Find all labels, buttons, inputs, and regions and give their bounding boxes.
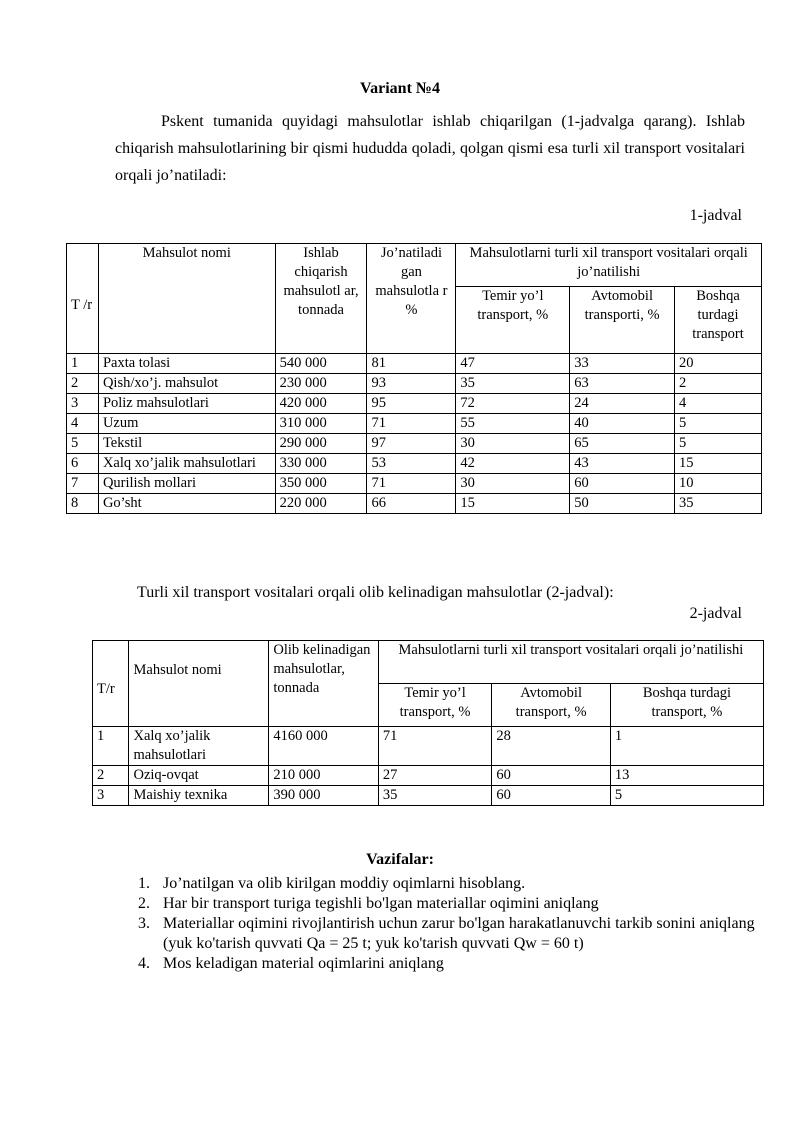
table-row	[67, 494, 762, 514]
tasks-list	[138, 874, 763, 974]
header-shipped: Jo’natiladi gan mahsulotla r %	[367, 244, 456, 354]
task-text: Mos keladigan material oqimlarini aniqlang	[163, 955, 444, 972]
cell-produced: 420 000	[275, 394, 367, 414]
cell-other: 20	[675, 354, 762, 374]
table-row	[67, 374, 762, 394]
header-name: Mahsulot nomi	[98, 244, 275, 354]
header-rail: Temir yo’l transport, %	[378, 684, 492, 727]
header-rail: Temir yo’l transport, %	[456, 287, 570, 354]
task-number: 4.	[138, 955, 150, 972]
cell-n: 1	[93, 727, 129, 766]
cell-other: 5	[675, 434, 762, 454]
table-row	[67, 434, 762, 454]
cell-n: 2	[93, 766, 129, 786]
cell-name: Qurilish mollari	[98, 474, 275, 494]
cell-name: Uzum	[98, 414, 275, 434]
cell-imported: 4160 000	[269, 727, 378, 766]
cell-name: Qish/xo’j. mahsulot	[98, 374, 275, 394]
cell-produced: 230 000	[275, 374, 367, 394]
import-table	[92, 640, 764, 806]
cell-name: Poliz mahsulotlari	[98, 394, 275, 414]
cell-auto: 60	[492, 786, 611, 806]
production-table	[66, 243, 762, 514]
cell-name: Xalq xo’jalik mahsulotlari	[129, 727, 269, 766]
table-row	[67, 474, 762, 494]
cell-rail: 47	[456, 354, 570, 374]
cell-auto: 43	[570, 454, 675, 474]
table-row	[93, 766, 764, 786]
cell-auto: 33	[570, 354, 675, 374]
cell-rail: 35	[456, 374, 570, 394]
task-number: 3.	[138, 915, 150, 932]
cell-rail: 27	[378, 766, 492, 786]
cell-n: 3	[67, 394, 99, 414]
cell-n: 1	[67, 354, 99, 374]
header-num: T/r	[93, 641, 129, 727]
cell-rail: 72	[456, 394, 570, 414]
cell-n: 3	[93, 786, 129, 806]
table-row	[67, 354, 762, 374]
header-imported: Olib kelinadigan mahsulotlar, tonnada	[269, 641, 378, 727]
cell-other: 5	[610, 786, 763, 806]
header-transport-group: Mahsulotlarni turli xil transport vositalari orqali jo’natilishi	[378, 641, 763, 684]
cell-name: Maishiy texnika	[129, 786, 269, 806]
cell-produced: 540 000	[275, 354, 367, 374]
task-number: 1.	[138, 875, 150, 892]
cell-auto: 40	[570, 414, 675, 434]
header-transport-group: Mahsulotlarni turli xil transport vositalari orqali jo’natilishi	[456, 244, 762, 287]
cell-other: 2	[675, 374, 762, 394]
cell-auto: 50	[570, 494, 675, 514]
header-auto: Avtomobil transport, %	[492, 684, 611, 727]
cell-rail: 55	[456, 414, 570, 434]
task-text: Jo’natilgan va olib kirilgan moddiy oqimlarni hisoblang.	[163, 875, 526, 892]
task-item	[138, 894, 763, 914]
cell-n: 6	[67, 454, 99, 474]
cell-shipped: 93	[367, 374, 456, 394]
task-text: Materiallar oqimini rivojlantirish uchun zarur bo'lgan harakatlanuvchi tarkib sonini aniqlang (yuk ko'tarish quvvati Qa = 25 t; yuk ko'tarish quvvati Qw = 60 t)	[163, 915, 755, 952]
cell-produced: 310 000	[275, 414, 367, 434]
table-row	[93, 786, 764, 806]
section2-intro: Turli xil transport vositalari orqali olib kelinadigan mahsulotlar (2-jadval):	[137, 584, 614, 601]
cell-produced: 290 000	[275, 434, 367, 454]
cell-auto: 28	[492, 727, 611, 766]
intro-paragraph	[115, 108, 745, 189]
cell-rail: 30	[456, 474, 570, 494]
cell-produced: 220 000	[275, 494, 367, 514]
cell-other: 10	[675, 474, 762, 494]
cell-other: 13	[610, 766, 763, 786]
cell-n: 4	[67, 414, 99, 434]
cell-shipped: 53	[367, 454, 456, 474]
cell-auto: 63	[570, 374, 675, 394]
cell-name: Paxta tolasi	[98, 354, 275, 374]
cell-other: 35	[675, 494, 762, 514]
cell-shipped: 95	[367, 394, 456, 414]
task-number: 2.	[138, 895, 150, 912]
cell-other: 5	[675, 414, 762, 434]
intro-text: Pskent tumanida quyidagi mahsulotlar ishlab chiqarilgan (1-jadvalga qarang). Ishlab chiqarish mahsulotlarining bir qismi hududda qoladi, qolgan qismi esa turli xil transport vositalari orqali jo’natiladi:	[115, 113, 745, 184]
table-row	[67, 414, 762, 434]
tasks-title: Vazifalar:	[366, 851, 434, 868]
cell-imported: 210 000	[269, 766, 378, 786]
cell-other: 4	[675, 394, 762, 414]
cell-rail: 35	[378, 786, 492, 806]
cell-imported: 390 000	[269, 786, 378, 806]
task-text: Har bir transport turiga tegishli bo'lgan materiallar oqimini aniqlang	[163, 895, 599, 912]
cell-rail: 15	[456, 494, 570, 514]
cell-n: 2	[67, 374, 99, 394]
cell-n: 8	[67, 494, 99, 514]
cell-name: Xalq xo’jalik mahsulotlari	[98, 454, 275, 474]
cell-rail: 30	[456, 434, 570, 454]
cell-auto: 65	[570, 434, 675, 454]
header-num: T /r	[67, 244, 99, 354]
cell-shipped: 66	[367, 494, 456, 514]
table-row	[67, 454, 762, 474]
cell-name: Go’sht	[98, 494, 275, 514]
table1-label: 1-jadval	[689, 207, 742, 224]
header-auto: Avtomobil transporti, %	[570, 287, 675, 354]
cell-n: 7	[67, 474, 99, 494]
cell-shipped: 81	[367, 354, 456, 374]
header-name: Mahsulot nomi	[129, 641, 269, 727]
cell-name: Oziq-ovqat	[129, 766, 269, 786]
cell-shipped: 71	[367, 474, 456, 494]
cell-auto: 60	[570, 474, 675, 494]
cell-name: Tekstil	[98, 434, 275, 454]
header-other: Boshqa turdagi transport	[675, 287, 762, 354]
cell-rail: 42	[456, 454, 570, 474]
cell-shipped: 97	[367, 434, 456, 454]
task-item	[138, 914, 763, 954]
cell-produced: 330 000	[275, 454, 367, 474]
cell-auto: 24	[570, 394, 675, 414]
cell-rail: 71	[378, 727, 492, 766]
cell-auto: 60	[492, 766, 611, 786]
header-other: Boshqa turdagi transport, %	[610, 684, 763, 727]
cell-shipped: 71	[367, 414, 456, 434]
table-row	[93, 727, 764, 766]
cell-n: 5	[67, 434, 99, 454]
variant-title: Variant №4	[360, 80, 440, 97]
table2-label: 2-jadval	[689, 605, 742, 622]
task-item	[138, 874, 763, 894]
header-produced: Ishlab chiqarish mahsulotl ar, tonnada	[275, 244, 367, 354]
task-item	[138, 954, 763, 974]
table-row	[67, 394, 762, 414]
cell-other: 1	[610, 727, 763, 766]
cell-produced: 350 000	[275, 474, 367, 494]
cell-other: 15	[675, 454, 762, 474]
